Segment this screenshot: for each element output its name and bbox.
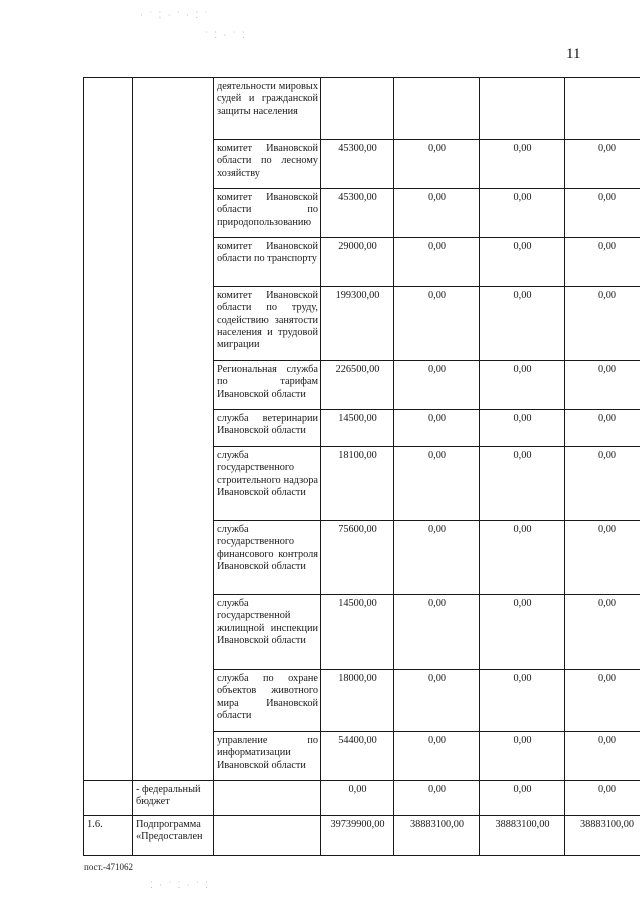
row-label-cell [133,78,214,781]
value-cell-2: 0,00 [394,238,480,287]
value-cell-2: 0,00 [394,732,480,781]
organization-cell: служба государственного строительного надзора Ивановской области [214,447,321,521]
value-cell-4: 0,00 [565,595,640,670]
value-cell-3: 0,00 [480,140,565,189]
value-cell-4: 0,00 [565,410,640,447]
organization-cell: комитет Ивановской области по транспорту [214,238,321,287]
scan-noise-bottom: ⁚ · ˙ ⁚ · ˙ ⁚ [150,880,211,890]
value-cell-3: 38883100,00 [480,816,565,856]
value-cell-1: 226500,00 [321,361,394,410]
row-number-cell [84,78,133,781]
value-cell-2: 38883100,00 [394,816,480,856]
value-cell-3: 0,00 [480,410,565,447]
subprogram-row [84,816,640,856]
value-cell-4: 38883100,00 [565,816,640,856]
value-cell-1: 45300,00 [321,140,394,189]
value-cell-2 [394,78,480,140]
value-cell-2: 0,00 [394,410,480,447]
value-cell-4: 0,00 [565,732,640,781]
scan-noise-top-2: ˙ ⁚ · ˙ ⁚ [205,30,247,40]
document-code: пост.-471062 [84,862,134,872]
value-cell-1: 0,00 [321,781,394,816]
federal-budget-label: - федеральный бюджет [133,781,214,816]
value-cell-4: 0,00 [565,238,640,287]
row-number-cell [84,781,133,816]
value-cell-4: 0,00 [565,140,640,189]
value-cell-3: 0,00 [480,287,565,361]
organization-cell: деятельности мировых судей и гражданской защиты населения [214,78,321,140]
organization-cell [214,781,321,816]
value-cell-3: 0,00 [480,521,565,595]
value-cell-4 [565,78,640,140]
value-cell-2: 0,00 [394,521,480,595]
value-cell-3: 0,00 [480,238,565,287]
value-cell-4: 0,00 [565,521,640,595]
organization-cell: комитет Ивановской области по лесному хозяйству [214,140,321,189]
value-cell-1: 18100,00 [321,447,394,521]
value-cell-1: 14500,00 [321,410,394,447]
value-cell-1 [321,78,394,140]
value-cell-1: 14500,00 [321,595,394,670]
value-cell-4: 0,00 [565,670,640,732]
value-cell-3: 0,00 [480,361,565,410]
value-cell-1: 18000,00 [321,670,394,732]
value-cell-1: 54400,00 [321,732,394,781]
organization-cell: служба государственной жилищной инспекции Ивановской области [214,595,321,670]
value-cell-2: 0,00 [394,595,480,670]
organization-cell: служба по охране объектов животного мира Ивановской области [214,670,321,732]
value-cell-4: 0,00 [565,781,640,816]
value-cell-4: 0,00 [565,189,640,238]
value-cell-1: 29000,00 [321,238,394,287]
organization-cell: управление по информатизации Ивановской области [214,732,321,781]
subprogram-number: 1.6. [84,816,133,856]
organization-cell: комитет Ивановской области по природопользованию [214,189,321,238]
value-cell-1: 39739900,00 [321,816,394,856]
value-cell-3: 0,00 [480,189,565,238]
value-cell-3: 0,00 [480,732,565,781]
value-cell-2: 0,00 [394,447,480,521]
value-cell-1: 199300,00 [321,287,394,361]
organization-cell: Региональная служба по тарифам Ивановской области [214,361,321,410]
value-cell-4: 0,00 [565,447,640,521]
value-cell-4: 0,00 [565,361,640,410]
value-cell-2: 0,00 [394,361,480,410]
value-cell-3 [480,78,565,140]
scan-noise-top: · ˙ ⁚ · ˙ · ⁚ ˙ [140,10,210,20]
value-cell-2: 0,00 [394,287,480,361]
table-row [84,78,640,140]
organization-cell: служба государственного финансового контроля Ивановской области [214,521,321,595]
budget-table [83,77,640,781]
value-cell-1: 45300,00 [321,189,394,238]
organization-cell: комитет Ивановской области по труду, содействию занятости населения и трудовой миграции [214,287,321,361]
value-cell-2: 0,00 [394,189,480,238]
budget-table-continuation [83,780,640,856]
subprogram-label: Подпрограмма «Предоставлен [133,816,214,856]
value-cell-1: 75600,00 [321,521,394,595]
organization-cell: служба ветеринарии Ивановской области [214,410,321,447]
value-cell-4: 0,00 [565,287,640,361]
value-cell-3: 0,00 [480,447,565,521]
page-number: 11 [566,46,581,62]
value-cell-3: 0,00 [480,670,565,732]
organization-cell [214,816,321,856]
value-cell-3: 0,00 [480,595,565,670]
federal-budget-row [84,781,640,816]
value-cell-2: 0,00 [394,140,480,189]
value-cell-3: 0,00 [480,781,565,816]
value-cell-2: 0,00 [394,781,480,816]
value-cell-2: 0,00 [394,670,480,732]
